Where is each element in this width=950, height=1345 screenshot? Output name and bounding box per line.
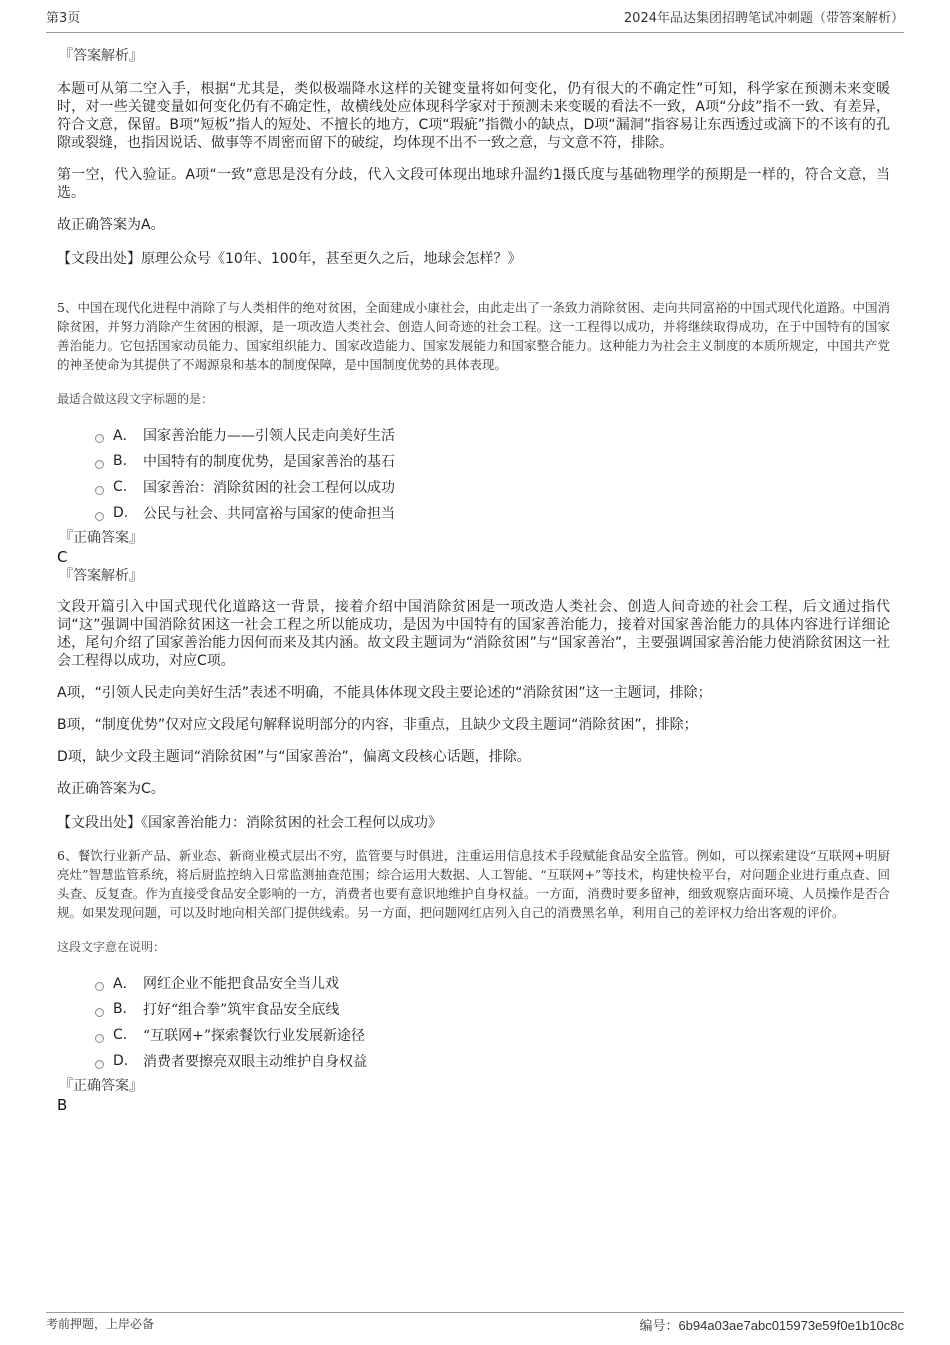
option-text: 中国特有的制度优势，是国家善治的基石 — [143, 454, 395, 470]
option-text: 消费者要擦亮双眼主动维护自身权益 — [143, 1054, 367, 1070]
footer-slogan: 考前押题，上岸必备 — [46, 1317, 155, 1331]
option-d[interactable] — [95, 1048, 890, 1074]
analysis-option-d: D项，缺少文段主题词“消除贫困”与“国家善治”，偏离文段核心话题，排除。 — [57, 749, 531, 765]
source-citation: 【文段出处】《国家善治能力：消除贫困的社会工程何以成功》 — [57, 815, 442, 831]
option-letter: A． — [113, 428, 137, 444]
correct-answer-label: 『正确答案』 — [59, 1078, 143, 1094]
analysis-label: 『答案解析』 — [59, 48, 143, 64]
option-letter: B. — [113, 1001, 128, 1017]
option-letter: C. — [113, 1027, 128, 1043]
radio-button[interactable] — [95, 1060, 104, 1069]
option-letter: D. — [113, 1053, 129, 1069]
analysis-label: 『答案解析』 — [59, 568, 143, 584]
analysis-paragraph: 本题可从第二空入手，根据“尤其是，类似极端降水这样的关键变量将如何变化，仍有很大的不确定性”可知，科学家在预测未来变暖时，对一些关键变量如何变化仍有不确定性，故横线处应体现科学家对于预测未来变暖的看法不一致，A项“分歧”指不一致、有差异，符合文意，保留。B项“短板”指人的短处、不擅长的地方，C项“瑕疵”指微小的缺点，D项“漏洞”指容易让东西透过或滴下的不该有的孔隙或裂缝，也指因说话、做事等不周密而留下的破绽，均体现不出不一致之意，与文意不符，排除。 — [57, 81, 890, 151]
option-text: “互联网+”探索餐饮行业发展新途径 — [143, 1028, 366, 1044]
radio-button[interactable] — [95, 982, 104, 991]
correct-answer: C — [57, 548, 68, 566]
radio-button[interactable] — [95, 460, 104, 469]
option-text: 打好“组合拳”筑牢食品安全底线 — [143, 1002, 340, 1018]
page-footer — [46, 1312, 904, 1334]
correct-answer-label: 『正确答案』 — [59, 530, 143, 546]
radio-button[interactable] — [95, 1034, 104, 1043]
radio-button[interactable] — [95, 1008, 104, 1017]
page-content — [57, 44, 890, 1114]
question-6-prompt: 这段文字意在说明： — [57, 940, 166, 954]
option-b[interactable] — [95, 996, 890, 1022]
option-text: 国家善治：消除贫困的社会工程何以成功 — [143, 480, 395, 496]
option-text: 国家善治能力——引领人民走向美好生活 — [143, 428, 395, 444]
option-c[interactable] — [95, 1022, 890, 1048]
analysis-conclusion: 故正确答案为C。 — [57, 781, 165, 797]
document-title: 2024年品达集团招聘笔试冲刺题（带答案解析） — [623, 11, 904, 26]
radio-button[interactable] — [95, 512, 104, 521]
document-code: 编号：6b94a03ae7abc015973e59f0e1b10c8c — [639, 1318, 904, 1333]
option-b[interactable] — [95, 448, 890, 474]
question-5-options — [95, 422, 890, 526]
option-letter: D. — [113, 505, 129, 521]
question-6-options — [95, 970, 890, 1074]
option-d[interactable] — [95, 500, 890, 526]
option-a[interactable] — [95, 970, 890, 996]
option-a[interactable] — [95, 422, 890, 448]
option-text: 网红企业不能把食品安全当儿戏 — [143, 976, 339, 992]
question-6-text: 6、餐饮行业新产品、新业态、新商业模式层出不穷，监管要与时俱进，注重运用信息技术手段赋能食品安全监管。例如，可以探索建设“互联网+明厨亮灶”智慧监管系统，将后厨监控纳入日常监测抽查范围；综合运用大数据、人工智能、“互联网+”等技术，构建快检平台，对问题企业进行重点查、回头查、反复查。作为直接受食品安全影响的一方，消费者也要有意识地维护自身权益。一方面，消费时要多留神，细致观察店面环境、人员操作是否合规。如果发现问题，可以及时地向相关部门提供线索。另一方面，把问题网红店列入自己的消费黑名单，利用自己的差评权力给出客观的评价。 — [57, 848, 890, 920]
source-citation: 【文段出处】原理公众号《10年、100年，甚至更久之后，地球会怎样？》 — [57, 251, 522, 267]
option-letter: C. — [113, 479, 128, 495]
analysis-option-a: A项，“引领人民走向美好生活”表述不明确，不能具体体现文段主要论述的“消除贫困”这一主题词，排除； — [57, 685, 712, 701]
option-c[interactable] — [95, 474, 890, 500]
analysis-paragraph: 第一空，代入验证。A项“一致”意思是没有分歧，代入文段可体现出地球升温约1摄氏度与基础物理学的预期是一样的，符合文意，当选。 — [57, 167, 890, 201]
analysis-conclusion: 故正确答案为A。 — [57, 217, 165, 233]
question-5-text: 5、中国在现代化进程中消除了与人类相伴的绝对贫困，全面建成小康社会，由此走出了一条致力消除贫困、走向共同富裕的中国式现代化道路。中国消除贫困，并努力消除产生贫困的根源，是一项改造人类社会、创造人间奇迹的社会工程。这一工程得以成功，并将继续取得成功，在于中国特有的国家善治能力。它包括国家动员能力、国家组织能力、国家改造能力、国家发展能力和国家整合能力。这种能力为社会主义制度的本质所规定，中国共产党的神圣使命为其提供了不竭源泉和基本的制度保障，是中国制度优势的具体表现。 — [57, 300, 890, 372]
option-letter: A． — [113, 976, 137, 992]
radio-button[interactable] — [95, 486, 104, 495]
radio-button[interactable] — [95, 434, 104, 443]
question-5-prompt: 最适合做这段文字标题的是： — [57, 392, 214, 406]
analysis-paragraph: 文段开篇引入中国式现代化道路这一背景，接着介绍中国消除贫困是一项改造人类社会、创造人间奇迹的社会工程，后文通过指代词“这”强调中国消除贫困这一社会工程之所以能成功，是因为中国特有的国家善治能力，接着对国家善治能力的具体内容进行详细论述，尾句介绍了国家善治能力因何而来及其内涵。故文段主题词为“消除贫困”与“国家善治”，主要强调国家善治能力使消除贫困这一社会工程得以成功，对应C项。 — [57, 599, 890, 669]
analysis-option-b: B项，“制度优势”仅对应文段尾句解释说明部分的内容，非重点，且缺少文段主题词“消除贫困”，排除； — [57, 717, 698, 733]
option-letter: B. — [113, 453, 128, 469]
option-text: 公民与社会、共同富裕与国家的使命担当 — [143, 506, 395, 522]
page-header — [46, 10, 904, 33]
page-number: 第3页 — [46, 11, 81, 26]
correct-answer: B — [57, 1096, 68, 1114]
